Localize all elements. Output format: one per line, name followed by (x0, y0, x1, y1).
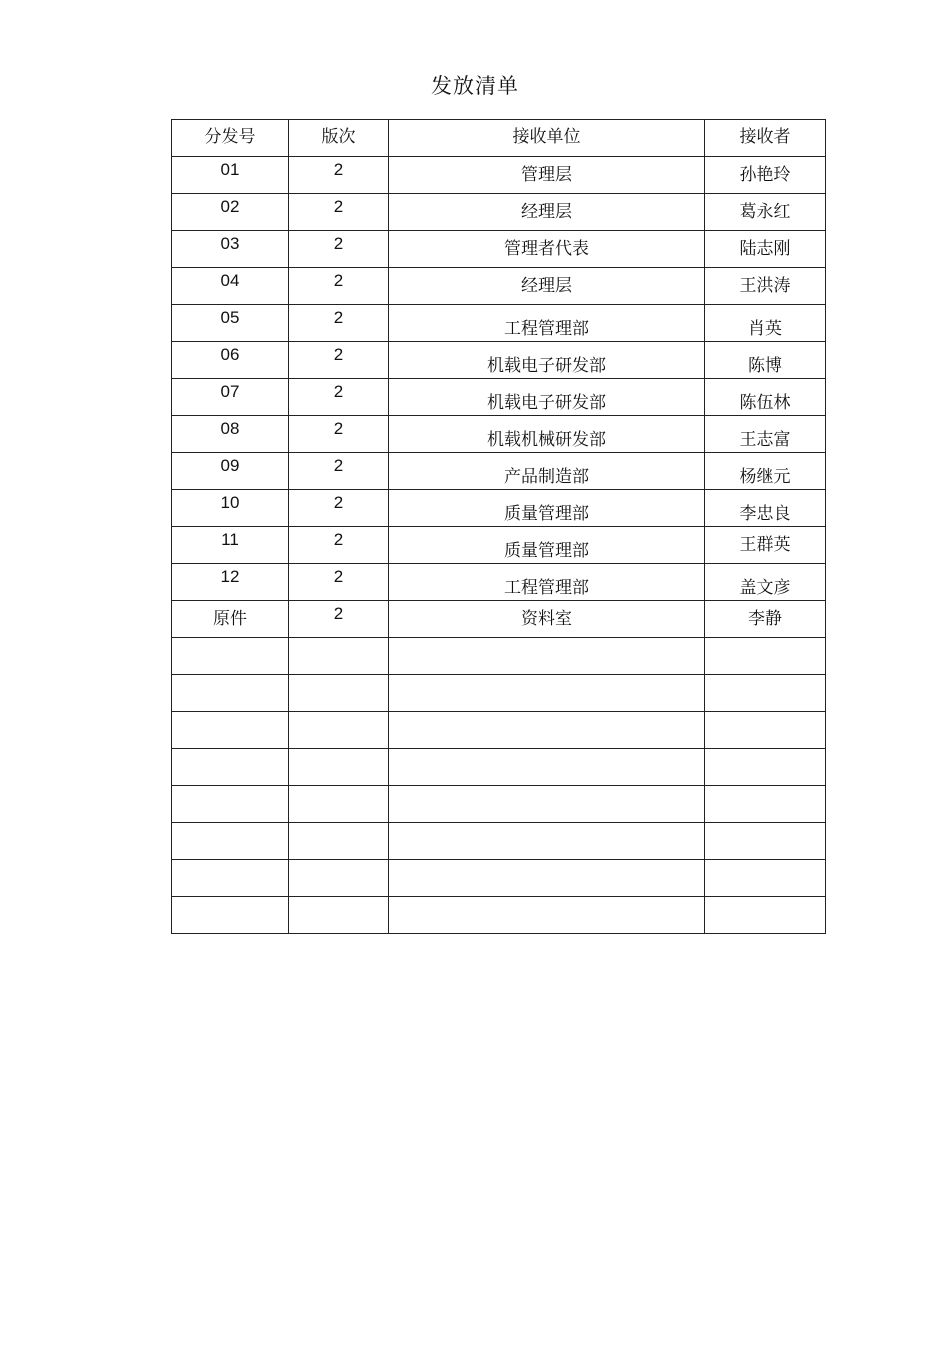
table-row (172, 453, 826, 490)
table-row (172, 342, 826, 379)
cell-distribution-number: 09 (172, 453, 289, 490)
cell-receiving-unit: 机载电子研发部 (389, 342, 705, 379)
cell-edition: 2 (289, 416, 389, 453)
cell-edition: 2 (289, 453, 389, 490)
table-row (172, 231, 826, 268)
cell-receiver: 葛永红 (705, 194, 826, 231)
table-row (172, 490, 826, 527)
cell-receiver: 盖文彦 (705, 564, 826, 601)
empty-row (172, 897, 826, 934)
cell-receiving-unit: 质量管理部 (389, 527, 705, 564)
empty-row (172, 860, 826, 897)
cell-distribution-number: 10 (172, 490, 289, 527)
cell-edition: 2 (289, 564, 389, 601)
cell-edition: 2 (289, 379, 389, 416)
empty-row (172, 749, 826, 786)
cell-distribution-number: 12 (172, 564, 289, 601)
cell-distribution-number: 04 (172, 268, 289, 305)
table-row (172, 379, 826, 416)
cell-receiver: 陈伍林 (705, 379, 826, 416)
cell-receiver: 孙艳玲 (705, 157, 826, 194)
cell-edition: 2 (289, 194, 389, 231)
cell-edition: 2 (289, 268, 389, 305)
cell-receiver: 肖英 (705, 305, 826, 342)
table-row (172, 194, 826, 231)
cell-receiving-unit: 工程管理部 (389, 305, 705, 342)
cell-receiver: 杨继元 (705, 453, 826, 490)
cell-receiving-unit: 机载机械研发部 (389, 416, 705, 453)
header-edition: 版次 (289, 120, 389, 157)
cell-receiver: 王志富 (705, 416, 826, 453)
cell-receiver: 李静 (705, 601, 826, 638)
cell-edition: 2 (289, 342, 389, 379)
cell-receiving-unit: 经理层 (389, 194, 705, 231)
cell-edition: 2 (289, 231, 389, 268)
cell-edition: 2 (289, 305, 389, 342)
table-row (172, 564, 826, 601)
header-receiving-unit: 接收单位 (389, 120, 705, 157)
cell-receiving-unit: 机载电子研发部 (389, 379, 705, 416)
cell-distribution-number: 03 (172, 231, 289, 268)
table-row (172, 268, 826, 305)
empty-row (172, 712, 826, 749)
cell-distribution-number: 08 (172, 416, 289, 453)
cell-edition: 2 (289, 157, 389, 194)
empty-row (172, 638, 826, 675)
table-row (172, 305, 826, 342)
table-row (172, 527, 826, 564)
page-title: 发放清单 (431, 74, 519, 98)
distribution-table (171, 119, 826, 934)
cell-edition: 2 (289, 490, 389, 527)
cell-receiver: 陈博 (705, 342, 826, 379)
cell-receiver: 陆志刚 (705, 231, 826, 268)
cell-receiving-unit: 产品制造部 (389, 453, 705, 490)
cell-distribution-number: 原件 (172, 601, 289, 638)
empty-row (172, 786, 826, 823)
cell-distribution-number: 02 (172, 194, 289, 231)
header-distribution-number: 分发号 (172, 120, 289, 157)
cell-edition: 2 (289, 527, 389, 564)
cell-receiving-unit: 管理者代表 (389, 231, 705, 268)
cell-distribution-number: 07 (172, 379, 289, 416)
cell-receiver: 王洪涛 (705, 268, 826, 305)
cell-distribution-number: 01 (172, 157, 289, 194)
cell-receiving-unit: 资料室 (389, 601, 705, 638)
table-header-row (172, 120, 826, 157)
cell-receiver: 李忠良 (705, 490, 826, 527)
cell-receiving-unit: 工程管理部 (389, 564, 705, 601)
cell-receiver: 王群英 (705, 527, 826, 564)
cell-distribution-number: 11 (172, 527, 289, 564)
table-row (172, 157, 826, 194)
table-row (172, 601, 826, 638)
cell-receiving-unit: 质量管理部 (389, 490, 705, 527)
empty-row (172, 823, 826, 860)
cell-receiving-unit: 经理层 (389, 268, 705, 305)
empty-row (172, 675, 826, 712)
cell-distribution-number: 06 (172, 342, 289, 379)
header-receiver: 接收者 (705, 120, 826, 157)
cell-distribution-number: 05 (172, 305, 289, 342)
cell-edition: 2 (289, 601, 389, 638)
table-row (172, 416, 826, 453)
cell-receiving-unit: 管理层 (389, 157, 705, 194)
